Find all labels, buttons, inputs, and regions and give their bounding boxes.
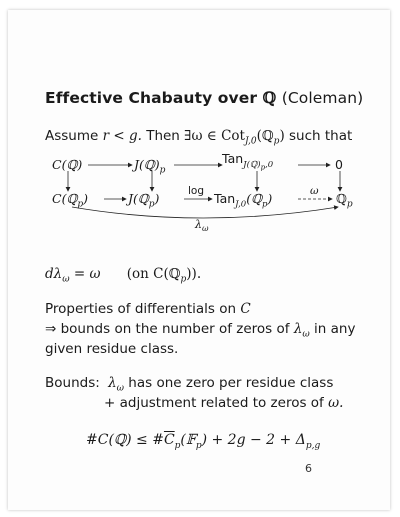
assume-then: Then <box>146 128 180 144</box>
properties-line-3: given residue class. <box>45 341 179 357</box>
title-field-symbol: ℚ <box>262 88 277 107</box>
label-lambda: $\lambda_\omega$ <box>195 218 209 234</box>
assume-exists: ∃ω ∈ Cot$_{J,0}$(ℚ$_p$) <box>184 128 285 147</box>
title-author: (Coleman) <box>281 89 364 107</box>
bounds-label: Bounds: <box>45 375 100 391</box>
bounds-line-2: + adjustment related to zeros of ω. <box>104 395 344 411</box>
properties-line-2: ⇒ bounds on the number of zeros of $\lambda_\omega$ in any <box>45 321 356 340</box>
equation-note: (on C(ℚ$_p$)). <box>126 266 202 285</box>
node-zero: 0 <box>335 157 343 172</box>
node-j-q: $J(ℚ)_p$ <box>134 157 166 176</box>
equation-line <box>45 266 201 285</box>
node-tan-qp: Tan$_{J,0}$(ℚ$_p$) <box>214 191 273 210</box>
diagram-arrows <box>52 155 372 235</box>
assume-suffix: such that <box>289 128 353 144</box>
node-c-q: C(ℚ) <box>52 157 83 172</box>
commutative-diagram <box>52 151 372 235</box>
bounds-line-1: Bounds: $\lambda_\omega$ has one zero per residue class <box>45 375 334 394</box>
assumption-line <box>45 128 352 147</box>
main-inequality: #C(ℚ) ≤ $\#\overline{C}_p(𝔽_p) + 2g - 2 + \Delta_{p,g}$ <box>86 432 321 451</box>
slide-title <box>45 88 363 107</box>
properties-line-1: Properties of differentials on C <box>45 301 251 317</box>
assume-prefix: Assume <box>45 128 99 144</box>
equation-lhs: $d\lambda_\omega$ <box>45 266 70 285</box>
slide-page <box>8 10 390 510</box>
node-tan: Tan$_{J(ℚ)_p,0}$ <box>222 151 274 172</box>
assume-condition: r < g. <box>102 128 142 144</box>
equation-rhs: = ω <box>73 266 101 282</box>
title-text: Effective Chabauty over <box>45 89 258 107</box>
node-j-qp: J(ℚ$_p$) <box>128 191 160 210</box>
label-omega: ω <box>310 185 319 197</box>
label-log: log <box>188 185 205 197</box>
arrow-lambda <box>72 207 338 218</box>
node-qp: ℚ$_p$ <box>336 191 353 210</box>
page-number: 6 <box>305 462 312 475</box>
node-c-qp: C(ℚ$_p$) <box>52 191 88 210</box>
